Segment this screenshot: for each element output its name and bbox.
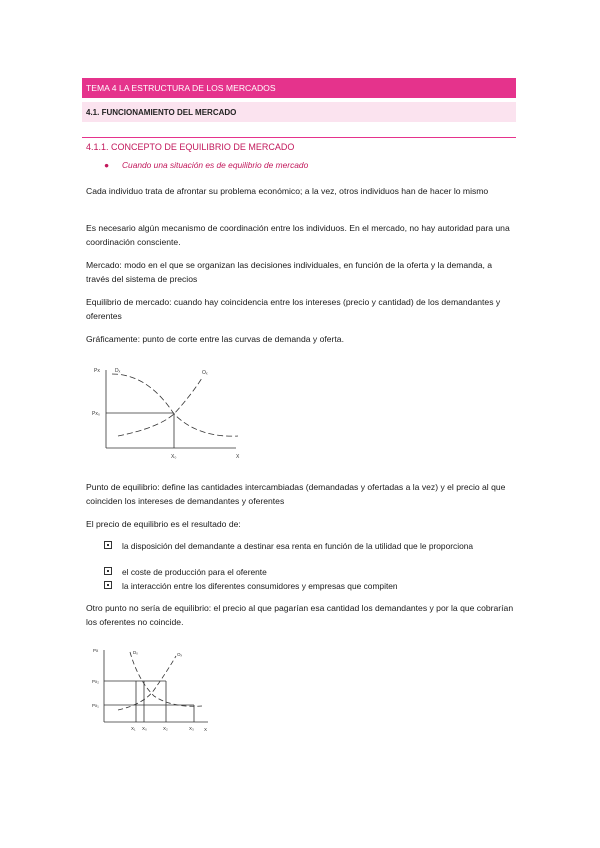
graph2-high-price-label: Px₂ (92, 679, 99, 684)
checklist-item-text: la disposición del demandante a destinar esa renta en función de la utilidad que le proporciona (122, 541, 474, 551)
graph2-q4-label: X₃ (189, 726, 194, 731)
graph1-demand-curve (112, 374, 238, 436)
paragraph-7: El precio de equilibrio es el resultado de: (86, 519, 241, 529)
paragraph-3: Mercado: modo en el que se organizan las decisiones individuales, en función de la oferta y la demanda, a través del sistema de precios (86, 260, 493, 284)
graph1-supply-label: Oₓ (202, 370, 208, 376)
equilibrium-graph (88, 362, 248, 462)
checklist-item-2 (104, 565, 514, 579)
graph1-qty-label: X₀ (171, 454, 177, 460)
paragraph-4: Equilibrio de mercado: cuando hay coincidencia entre los intereses (precio y cantidad) de los demandantes y oferentes (86, 297, 501, 321)
checkbox-icon (104, 567, 112, 575)
checklist-item-1 (104, 539, 514, 553)
subsection-bullet-text: Cuando una situación es de equilibrio de mercado (122, 160, 309, 170)
section-divider (82, 137, 516, 138)
graph2-q2-label: X₀ (142, 726, 147, 731)
graph2-demand-label: Dₓ (133, 650, 138, 655)
checkbox-icon (104, 581, 112, 589)
graph1-y-label: Px (94, 368, 100, 374)
subsection-title: 4.1.1. CONCEPTO DE EQUILIBRIO DE MERCADO (86, 142, 295, 152)
graph1-supply-curve (118, 378, 202, 436)
graph2-supply-label: Oₓ (177, 652, 182, 657)
section-title-bar: 4.1. FUNCIONAMIENTO DEL MERCADO (82, 102, 516, 122)
graph2-x-label: X (204, 727, 208, 732)
graph2-q1-label: X₁ (131, 726, 136, 731)
paragraph-6: Punto de equilibrio: define las cantidades intercambiadas (demandadas y ofertadas a la vez) y el precio al que coinciden los intereses de demandantes y oferentes (86, 482, 506, 506)
paragraph-5: Gráficamente: punto de corte entre las curvas de demanda y oferta. (86, 334, 344, 344)
graph2-q3-label: X₂ (163, 726, 168, 731)
bullet-dot-icon: ● (104, 160, 110, 170)
graph1-price-label: Px₀ (92, 411, 100, 417)
graph1-x-label: X (236, 454, 240, 460)
paragraph-1: Cada individuo trata de afrontar su problema económico; a la vez, otros individuos han de hacer lo mismo (86, 186, 489, 196)
graph1-demand-label: Dₓ (115, 368, 121, 374)
checklist-item-text: la interacción entre los diferentes consumidores y empresas que compiten (122, 581, 398, 591)
chapter-title-bar: TEMA 4 LA ESTRUCTURA DE LOS MERCADOS (82, 78, 516, 98)
disequilibrium-graph (88, 644, 218, 736)
checklist-item-3 (104, 579, 514, 593)
graph2-supply-curve (118, 656, 176, 710)
paragraph-2: Es necesario algún mecanismo de coordinación entre los individuos. En el mercado, no hay autoridad para una coordinación consciente. (86, 223, 510, 247)
checklist-item-text: el coste de producción para el oferente (122, 567, 267, 577)
subsection-bullet (104, 160, 308, 170)
paragraph-8: Otro punto no sería de equilibrio: el precio al que pagarían esa cantidad los demandantes y por la que cobrarían los oferentes no coincide. (86, 603, 514, 627)
graph2-low-price-label: Px₁ (92, 703, 99, 708)
graph2-y-label: Px (93, 648, 99, 653)
checkbox-icon (104, 541, 112, 549)
